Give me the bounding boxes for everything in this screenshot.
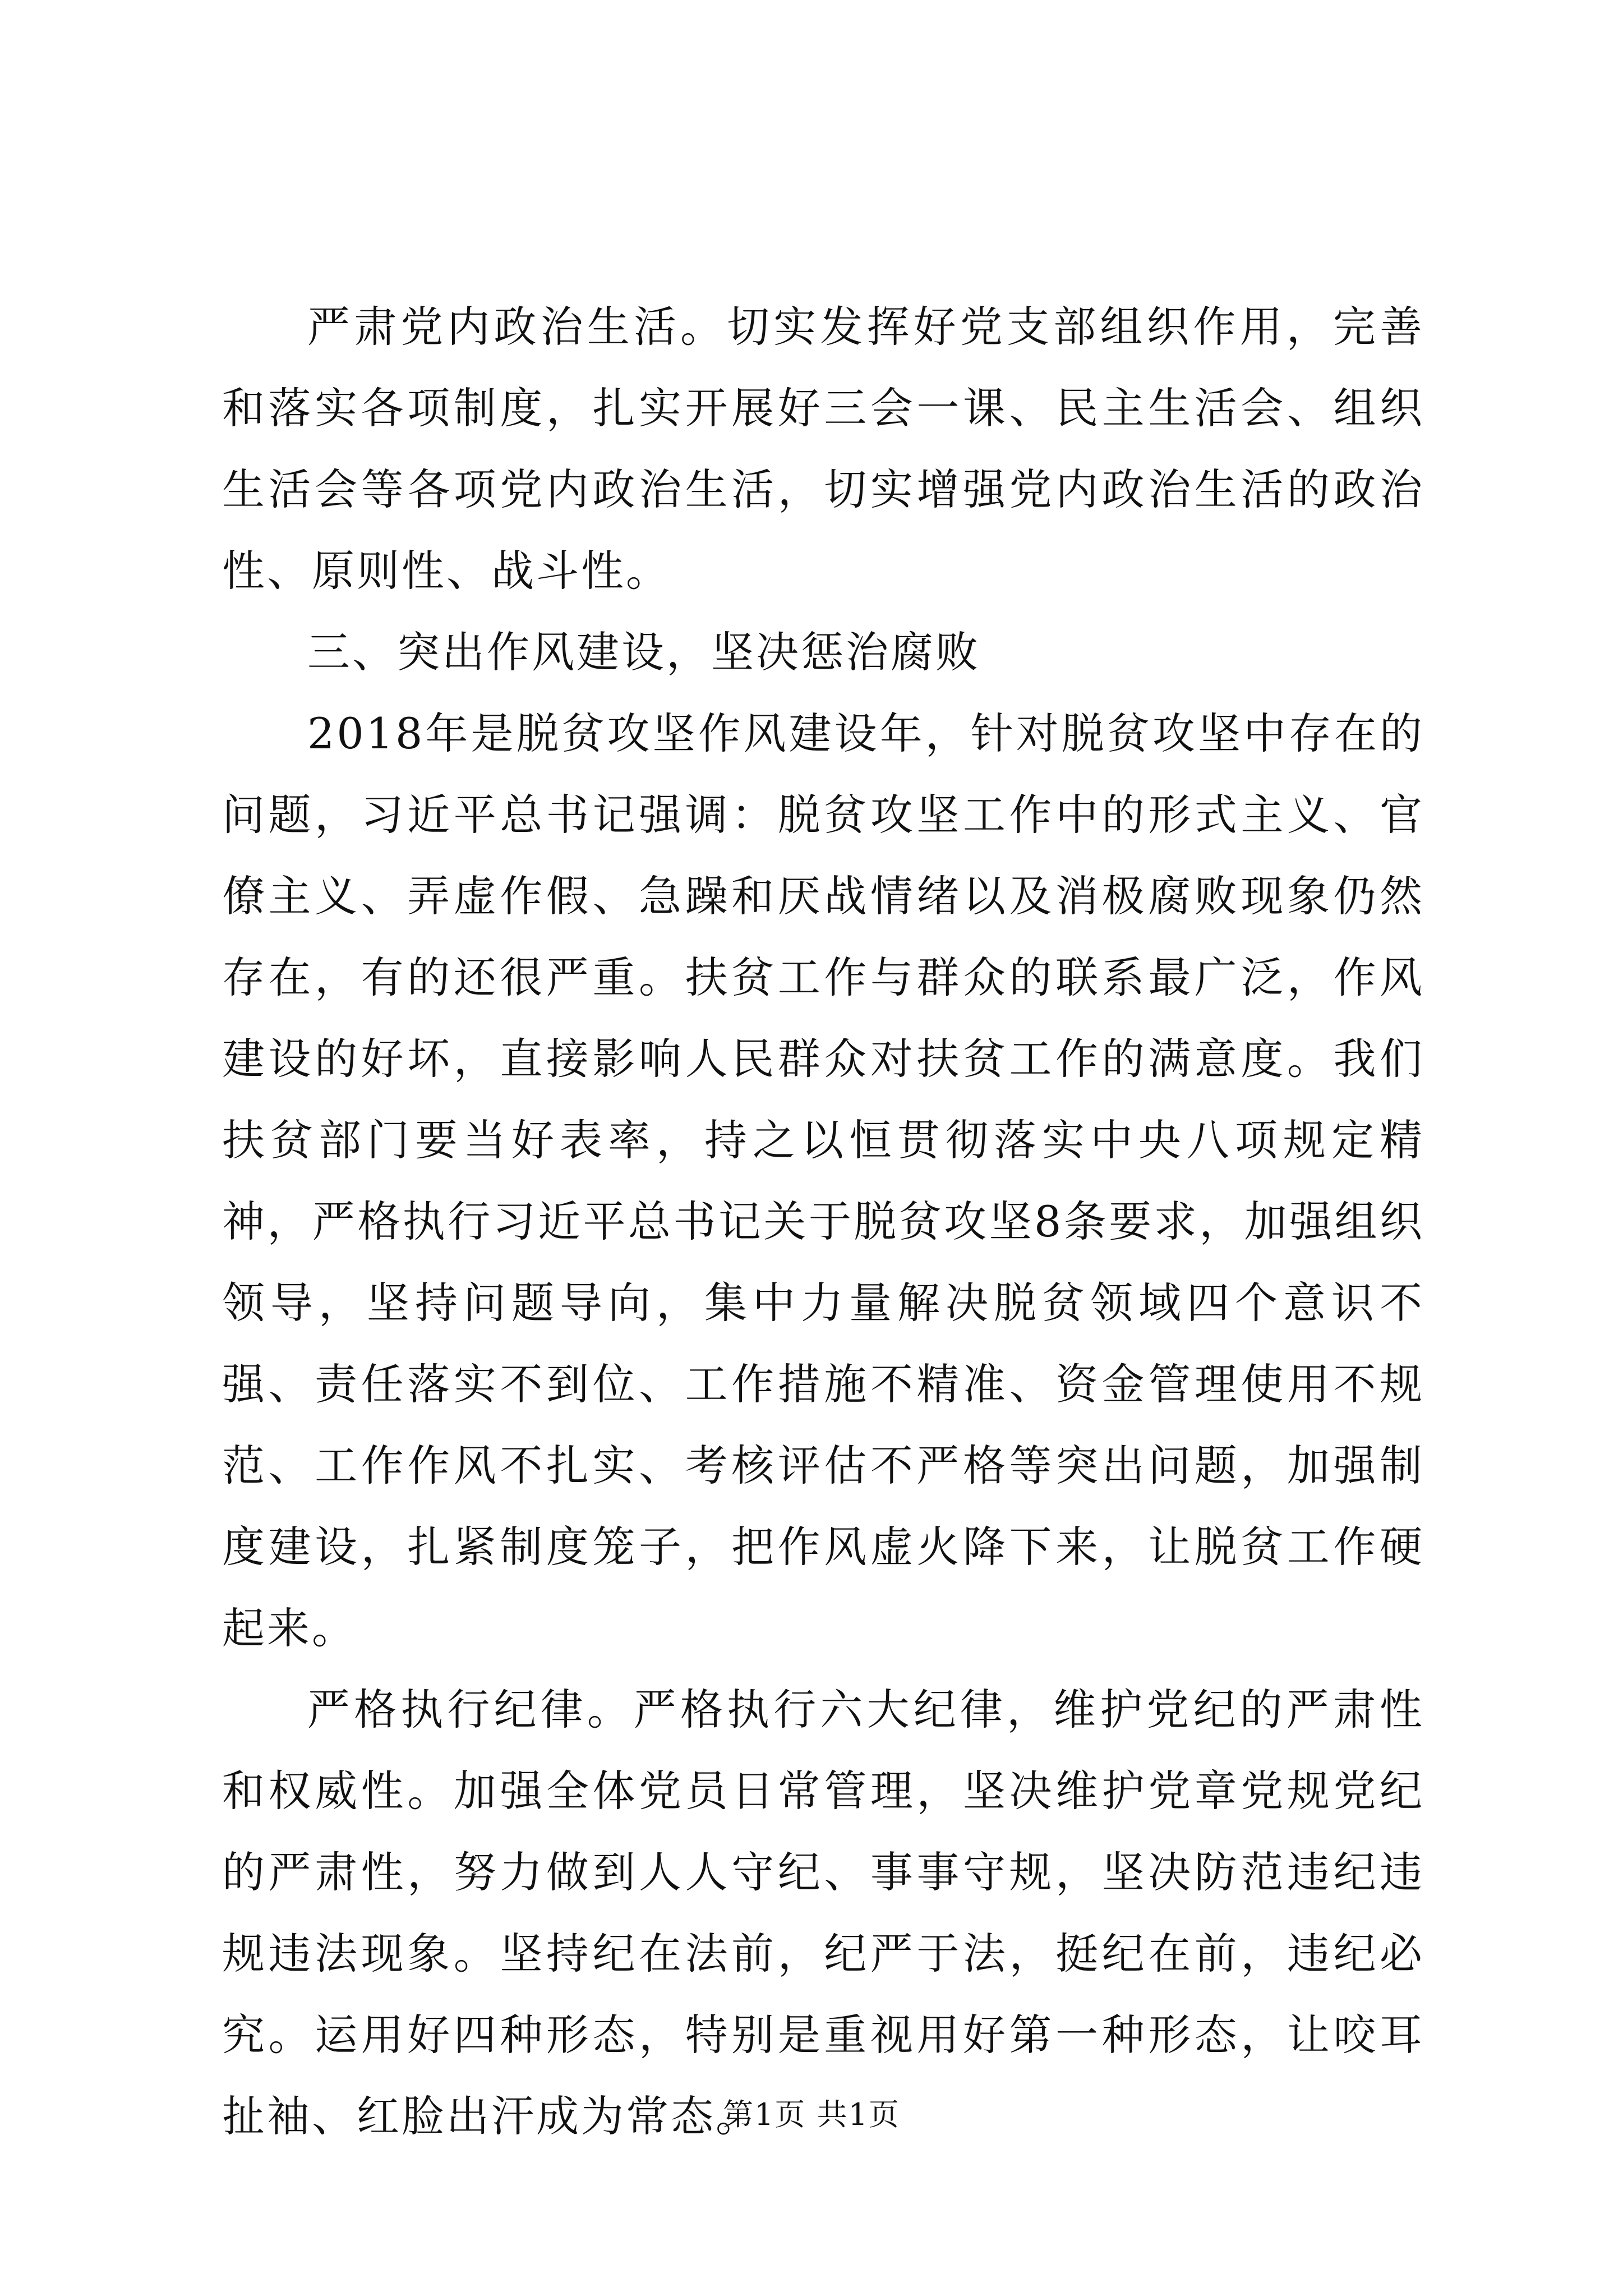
paragraph-work-style-year: 2018年是脱贫攻坚作风建设年，针对脱贫攻坚中存在的问题，习近平总书记强调：脱贫攻坚工作中的形式主义、官僚主义、弄虚作假、急躁和厌战情绪以及消极腐败现象仍然存在，有的还很严重。扶贫工作与群众的联系最广泛，作风建设的好坏，直接影响人民群众对扶贫工作的满意度。我们扶贫部门要当好表率，持之以恒贯彻落实中央八项规定精神，严格执行习近平总书记关于脱贫攻坚8条要求，加强组织领导，坚持问题导向，集中力量解决脱贫领域四个意识不强、责任落实不到位、工作措施不精准、资金管理使用不规范、工作作风不扎实、考核评估不严格等突出问题，加强制度建设，扎紧制度笼子，把作风虚火降下来，让脱贫工作硬起来。 xyxy=(222,708,1424,1653)
paragraph-party-political-life: 严肃党内政治生活。切实发挥好党支部组织作用，完善和落实各项制度，扎实开展好三会一课、民主生活会、组织生活会等各项党内政治生活，切实增强党内政治生活的政治性、原则性、战斗性。 xyxy=(222,302,1424,596)
paragraph-strict-discipline: 严格执行纪律。严格执行六大纪律，维护党纪的严肃性和权威性。加强全体党员日常管理，坚决维护党章党规党纪的严肃性，努力做到人人守纪、事事守规，坚决防范违纪违规违法现象。坚持纪在法前，纪严于法，挺纪在前，违纪必究。运用好四种形态，特别是重视用好第一种形态，让咬耳扯袖、红脸出汗成为常态。 xyxy=(222,1685,1424,2141)
page-footer: 第1页 共1页 xyxy=(723,2097,900,2132)
document-body xyxy=(222,286,1424,2157)
section-heading-work-style: 三、突出作风建设，坚决惩治腐败 xyxy=(307,627,980,677)
